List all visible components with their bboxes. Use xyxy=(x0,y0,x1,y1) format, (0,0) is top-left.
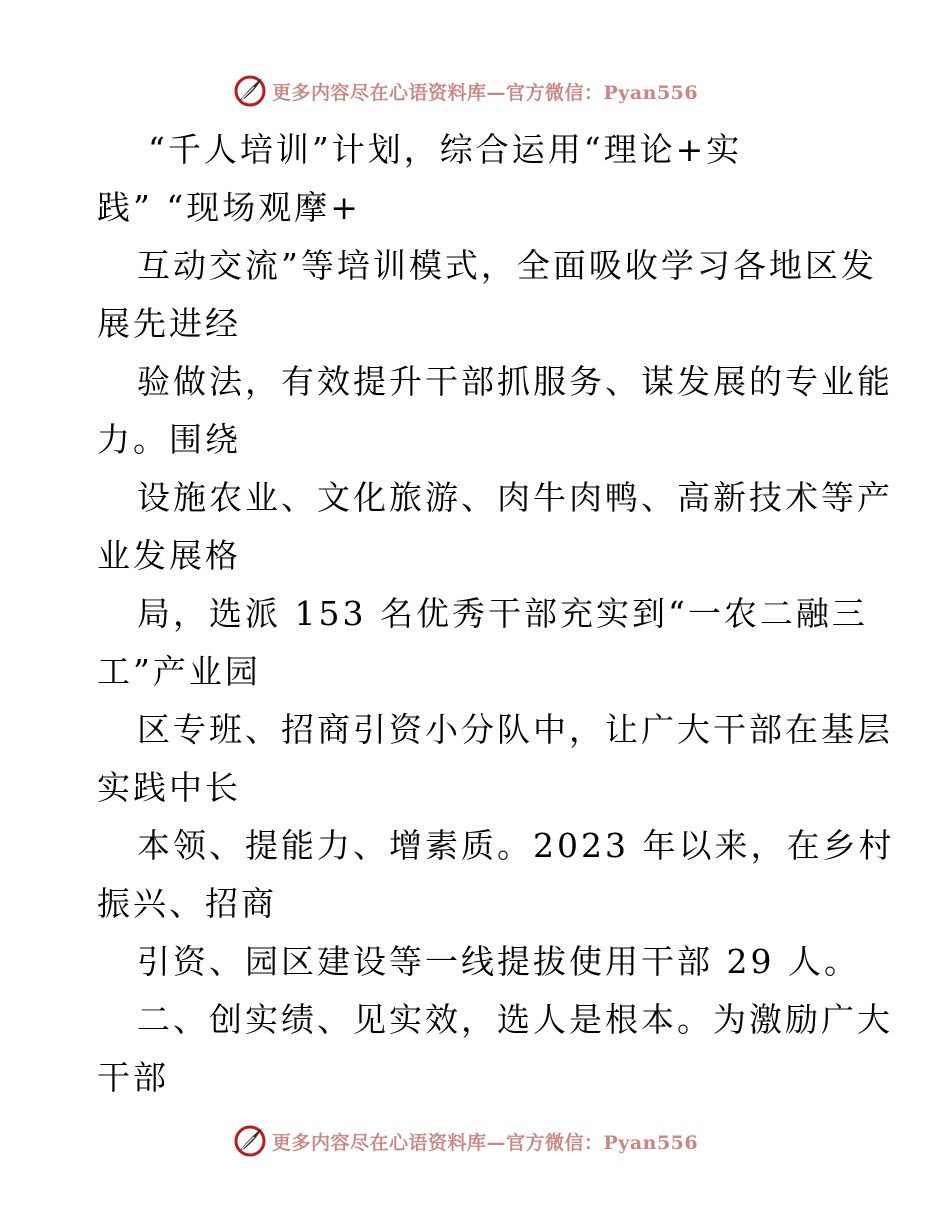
text-line: 验做法，有效提升干部抓服务、谋发展的专业能 xyxy=(137,362,893,401)
header-watermark xyxy=(232,72,698,110)
text-line: 引资、园区建设等一线提拔使用干部 29 人。 xyxy=(137,942,860,981)
watermark-text: 更多内容尽在心语资料库—官方微信：Pyan556 xyxy=(272,1131,699,1154)
text-line: 业发展格 xyxy=(97,536,241,575)
text-line: 设施农业、文化旅游、肉牛肉鸭、高新技术等产 xyxy=(137,478,893,517)
watermark-text: 更多内容尽在心语资料库—官方微信：Pyan556 xyxy=(272,81,699,104)
text-line: 本领、提能力、增素质。2023 年以来，在乡村 xyxy=(137,826,895,865)
text-line: 实践中长 xyxy=(97,768,241,807)
footer-watermark xyxy=(232,1122,698,1160)
text-line: 力。围绕 xyxy=(97,420,241,459)
text-line: 展先进经 xyxy=(97,304,241,343)
text-line: “千人培训”计划，综合运用“理论+实 xyxy=(148,130,743,169)
text-line: 局，选派 153 名优秀干部充实到“一农二融三 xyxy=(137,594,868,633)
text-line: 干部 xyxy=(97,1058,169,1097)
text-line: 二、创实绩、见实效，选人是根本。为激励广大 xyxy=(137,1000,893,1039)
text-line: 工”产业园 xyxy=(97,652,261,691)
text-line: 区专班、招商引资小分队中，让广大干部在基层 xyxy=(137,710,893,749)
text-line: 互动交流”等培训模式，全面吸收学习各地区发 xyxy=(137,246,877,285)
text-line: 振兴、招商 xyxy=(97,884,277,923)
feather-quill-logo-icon xyxy=(232,73,268,109)
feather-quill-logo-icon xyxy=(232,1123,268,1159)
text-line: 践” “现场观摩+ xyxy=(97,188,361,227)
